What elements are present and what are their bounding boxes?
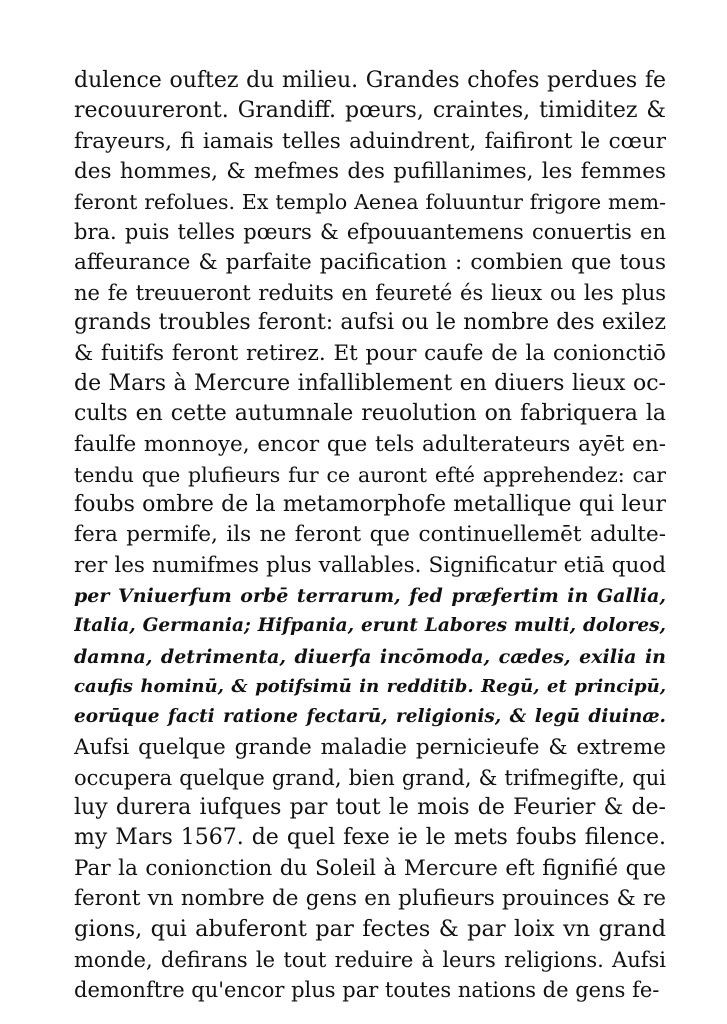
text-line: Italia, Germania; Hifpania, erunt Labores multi, dolores, [74, 615, 666, 637]
text-line: faulfe monnoye, encor que tels adulterateurs ayēt en- [74, 431, 666, 457]
text-line: Aufsi quelque grande maladie pernicieufe & extreme [74, 734, 666, 760]
text-line: & fuitifs feront retirez. Et pour caufe de la conionctiō [74, 340, 666, 366]
text-line: occupera quelque grand, bien grand, & trifmegifte, qui [74, 765, 666, 790]
text-line: fera permife, ils ne feront que continuellemēt adulte- [74, 522, 666, 548]
text-line: my Mars 1567. de quel fexe ie le mets foubs filence. [74, 825, 666, 851]
text-line: dulence ouftez du milieu. Grandes chofes perdues fe [74, 68, 666, 93]
text-line: Par la conionction du Soleil à Mercure eft fignifié que [74, 855, 666, 881]
text-line: de Mars à Mercure infalliblement en diuers lieux oc- [74, 370, 666, 396]
text-line: rer les numifmes plus vallables. Significatur etiā quod [74, 552, 666, 578]
text-line: affeurance & parfaite pacification : combien que tous [74, 249, 666, 275]
text-line: ne fe treuueront reduits en feureté és lieux ou les plus [74, 281, 666, 306]
text-line: feront vn nombre de gens en plufieurs prouinces & re [74, 886, 666, 912]
text-line: cults en cette autumnale reuolution on fabriquera la [74, 401, 666, 427]
text-line: per Vniuerfum orbē terrarum, fed præfertim in Gallia, [74, 585, 666, 608]
text-line: damna, detrimenta, diuerfa incōmoda, cædes, exilia in [74, 645, 666, 668]
text-line: eorūque facti ratione fectarū, religionis, & legū diuinæ. [74, 706, 666, 728]
text-line: bra. puis telles pœurs & efpouuantemens conuertis en [74, 220, 666, 245]
text-line: demonftre qu'encor plus par toutes nations de gens fe- [74, 977, 660, 1002]
text-line: feront refolues. Ex templo Aenea foluuntur frigore mem- [74, 190, 666, 215]
text-line: monde, defirans le tout reduire à leurs religions. Aufsi [74, 947, 666, 972]
text-line: des hommes, & mefmes des pufillanimes, les femmes [74, 158, 666, 184]
text-line: recouureront. Grandiff. pœurs, craintes, timiditez & [74, 98, 666, 124]
page-text-block [74, 66, 666, 1005]
text-line: caufis hominū, & potifsimū in redditib. Regū, et principū, [74, 675, 666, 697]
text-line: grands troubles feront: aufsi ou le nombre des exilez [74, 310, 666, 336]
text-line: foubs ombre de la metamorphofe metallique qui leur [74, 492, 666, 518]
text-line: tendu que plufieurs fur ce auront efté apprehendez: car [74, 462, 666, 487]
text-line: frayeurs, fi iamais telles aduindrent, faifiront le cœur [74, 128, 666, 154]
text-line: luy durera iufques par tout le mois de Feurier & de- [74, 795, 666, 821]
text-line: gions, qui abuferont par fectes & par loix vn grand [74, 916, 666, 943]
